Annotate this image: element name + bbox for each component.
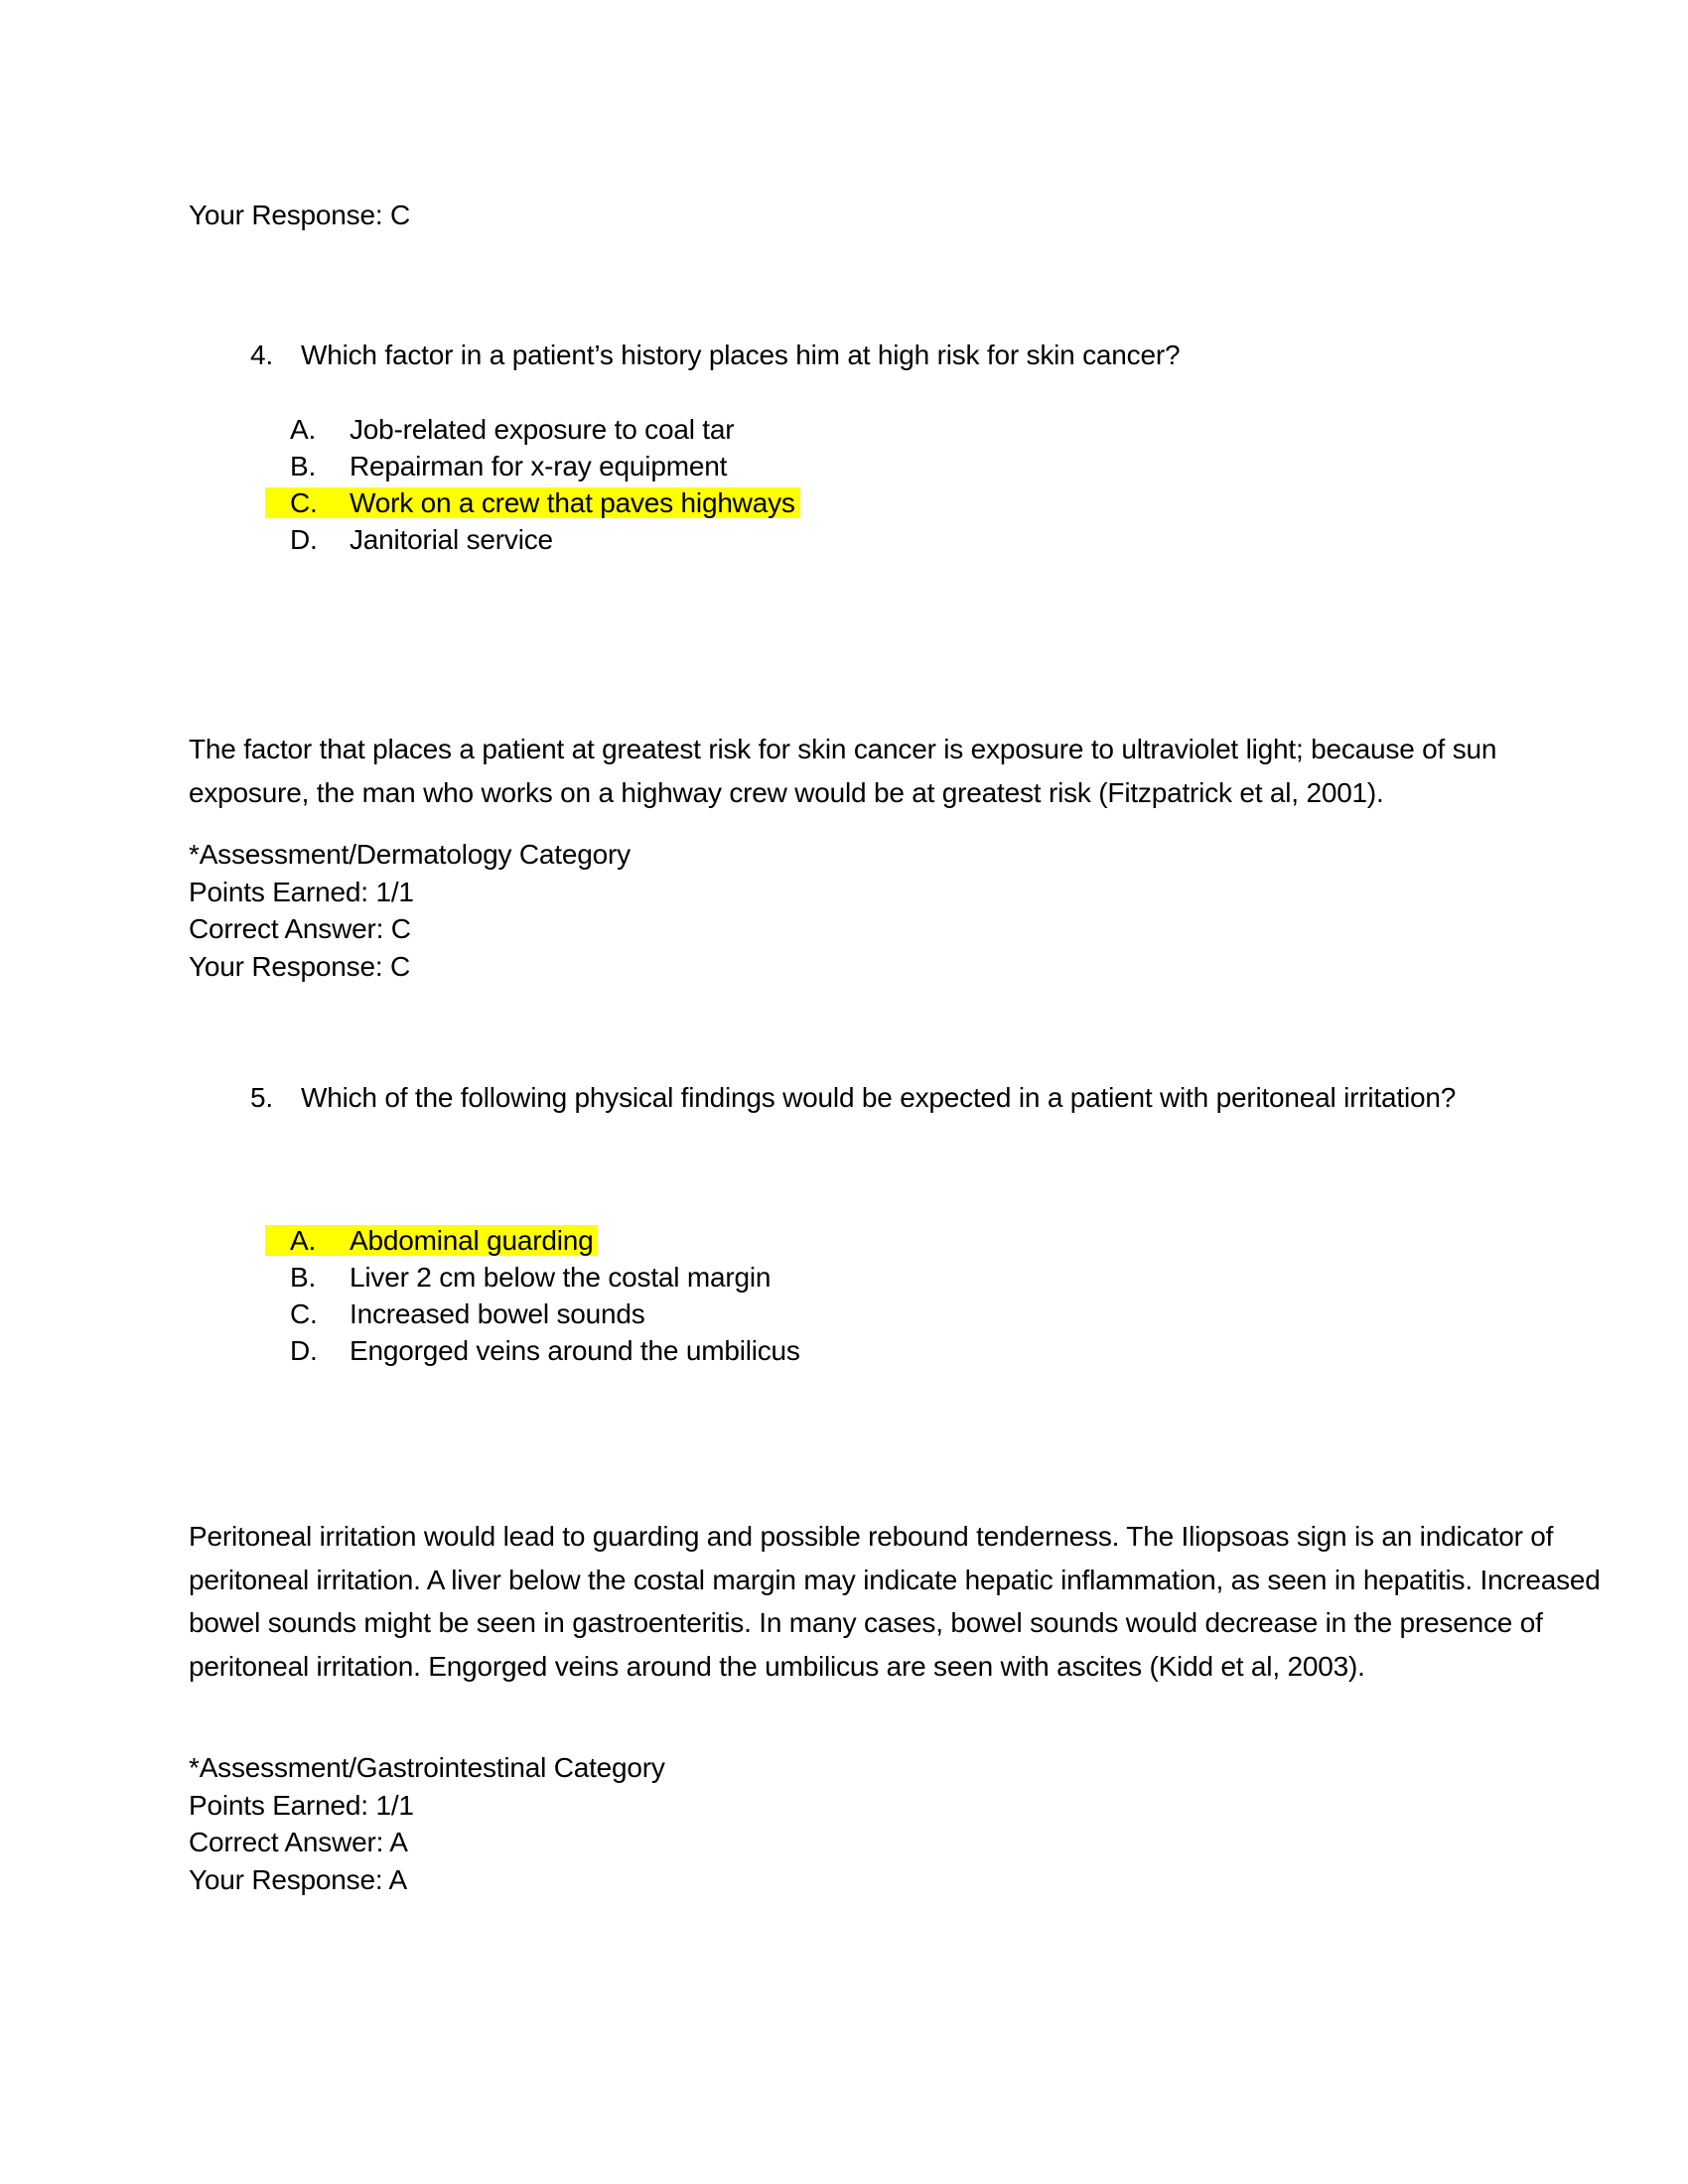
option-text: Engorged veins around the umbilicus <box>350 1335 800 1366</box>
question-5-options <box>290 1222 800 1369</box>
question-4-option-b <box>290 448 800 484</box>
question-5-explanation: Peritoneal irritation would lead to guarding and possible rebound tenderness. The Iliopsoas sign is an indicator of peritoneal irritation. A liver below the costal margin may indicate hepatic inflammation, as seen in hepatitis. Increased bowel sounds might be seen in gastroenteritis. In many cases, bowel sounds would decrease in the presence of peritoneal irritation. Engorged veins around the umbilicus are seen with ascites (Kidd et al, 2003). <box>189 1521 1601 1682</box>
question-4-text: Which factor in a patient’s history places him at high risk for skin cancer? <box>301 340 1181 370</box>
question-4-result-block <box>189 836 631 985</box>
option-letter: A. <box>290 1225 317 1256</box>
option-letter: D. <box>290 524 318 555</box>
option-text: Liver 2 cm below the costal margin <box>350 1262 772 1293</box>
question-4-option-a <box>290 411 800 448</box>
option-letter: B. <box>290 451 317 481</box>
question-4-correct-answer: Correct Answer: C <box>189 913 411 944</box>
question-4-option-d <box>290 521 800 558</box>
question-4-options <box>290 411 800 558</box>
question-5-option-b <box>290 1259 800 1296</box>
option-letter: D. <box>290 1335 318 1366</box>
question-4-category: *Assessment/Dermatology Category <box>189 839 631 870</box>
option-text: Abdominal guarding <box>350 1225 594 1256</box>
question-5-option-c <box>290 1296 800 1332</box>
question-5-option-a-highlighted <box>290 1222 800 1259</box>
option-text: Repairman for x-ray equipment <box>350 451 728 481</box>
option-text: Job-related exposure to coal tar <box>350 414 735 445</box>
question-5-correct-answer: Correct Answer: A <box>189 1827 408 1857</box>
question-4-number: 4. <box>250 340 273 370</box>
question-5-your-response: Your Response: A <box>189 1863 407 1895</box>
option-text: Work on a crew that paves highways <box>350 487 795 518</box>
previous-your-response: Your Response: C <box>189 200 411 230</box>
question-5-text: Which of the following physical findings would be expected in a patient with peritoneal irritation? <box>301 1082 1457 1113</box>
question-5-option-d <box>290 1332 800 1369</box>
question-5-category: *Assessment/Gastrointestinal Category <box>189 1752 665 1783</box>
option-letter: B. <box>290 1262 317 1293</box>
question-4-points-earned: Points Earned: 1/1 <box>189 876 414 907</box>
option-text: Increased bowel sounds <box>350 1298 645 1329</box>
option-letter: C. <box>290 487 318 518</box>
option-letter: A. <box>290 414 317 445</box>
question-5-number: 5. <box>250 1082 273 1113</box>
question-4-your-response: Your Response: C <box>189 950 411 982</box>
question-4-option-c-highlighted <box>290 484 800 521</box>
question-4-explanation: The factor that places a patient at greatest risk for skin cancer is exposure to ultraviolet light; because of sun exposure, the man who works on a highway crew would be at greatest risk (Fitzpatrick et al, 2001). <box>189 734 1497 808</box>
option-letter: C. <box>290 1298 318 1329</box>
option-text: Janitorial service <box>350 524 553 555</box>
question-5-result-block <box>189 1749 665 1898</box>
question-5-points-earned: Points Earned: 1/1 <box>189 1789 414 1821</box>
question-4 <box>250 332 1507 379</box>
question-5 <box>250 1074 1507 1122</box>
